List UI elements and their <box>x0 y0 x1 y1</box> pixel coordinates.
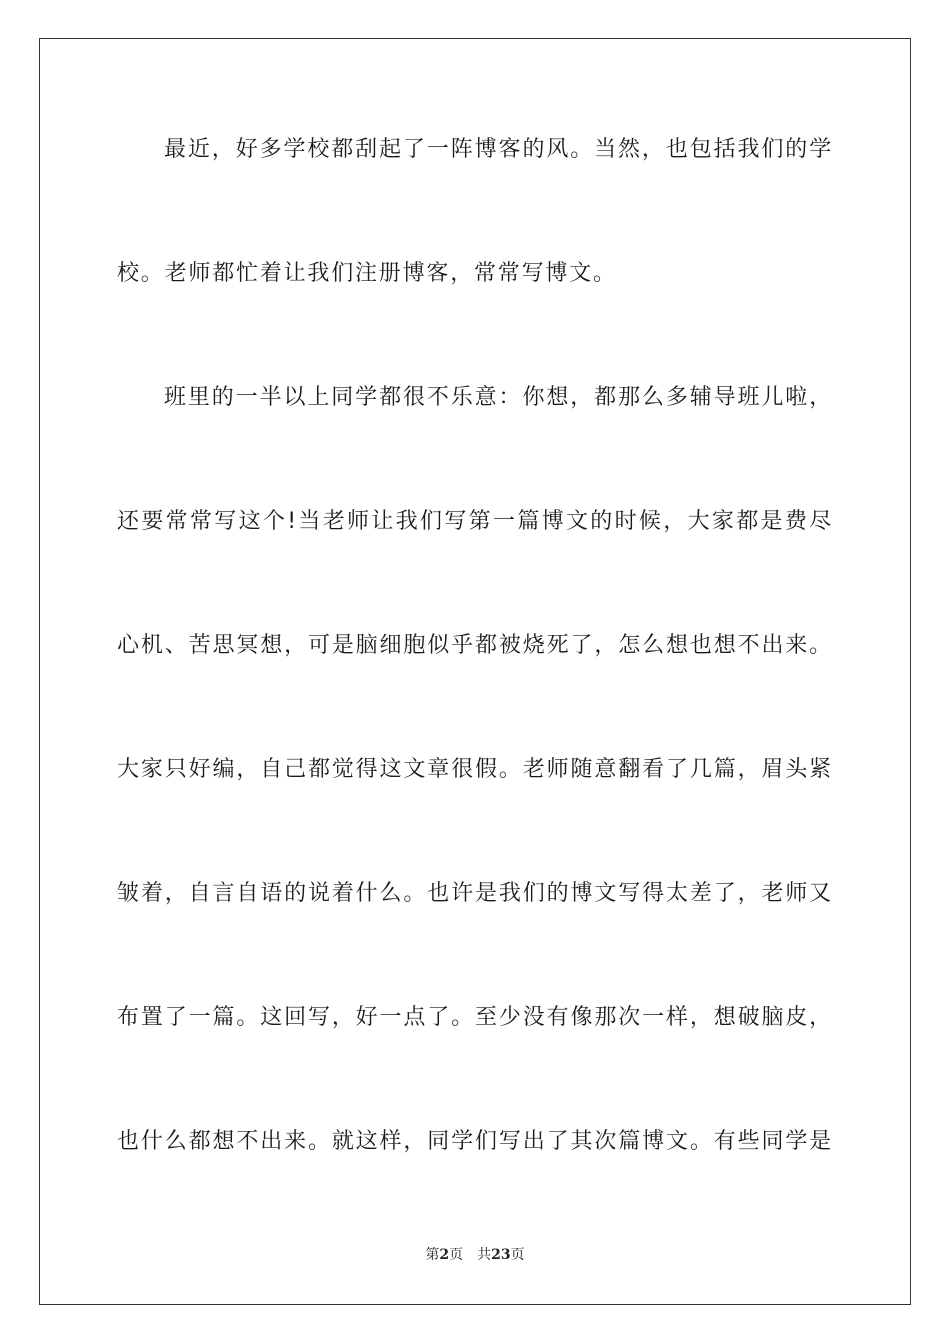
paragraph-2-line-3: 心机、苦思冥想，可是脑细胞似乎都被烧死了，怎么想也想不出来。 <box>117 633 833 658</box>
paragraph-2-line-1: 班里的一半以上同学都很不乐意：你想，都那么多辅导班儿啦， <box>164 385 833 410</box>
paragraph-2-line-4: 大家只好编，自己都觉得这文章很假。老师随意翻看了几篇，眉头紧 <box>117 757 833 782</box>
footer-total-prefix: 共 <box>477 1247 492 1263</box>
footer-total-suffix: 页 <box>510 1247 525 1263</box>
footer-total-number: 23 <box>491 1247 511 1263</box>
paragraph-1-line-2: 校。老师都忙着让我们注册博客，常常写博文。 <box>117 261 617 286</box>
page-border <box>39 38 911 1305</box>
footer-page-suffix: 页 <box>449 1247 464 1263</box>
paragraph-1-line-1: 最近，好多学校都刮起了一阵博客的风。当然，也包括我们的学 <box>164 137 833 162</box>
footer-page-number: 2 <box>439 1247 450 1263</box>
paragraph-2-line-5: 皱着，自言自语的说着什么。也许是我们的博文写得太差了，老师又 <box>117 881 833 906</box>
paragraph-2-line-2: 还要常常写这个!当老师让我们写第一篇博文的时候，大家都是费尽 <box>117 509 833 534</box>
page-footer <box>0 1245 950 1265</box>
paragraph-2-line-6: 布置了一篇。这回写，好一点了。至少没有像那次一样，想破脑皮， <box>117 1005 833 1030</box>
footer-page-prefix: 第 <box>425 1247 440 1263</box>
paragraph-2-line-7: 也什么都想不出来。就这样，同学们写出了其次篇博文。有些同学是 <box>117 1129 833 1154</box>
